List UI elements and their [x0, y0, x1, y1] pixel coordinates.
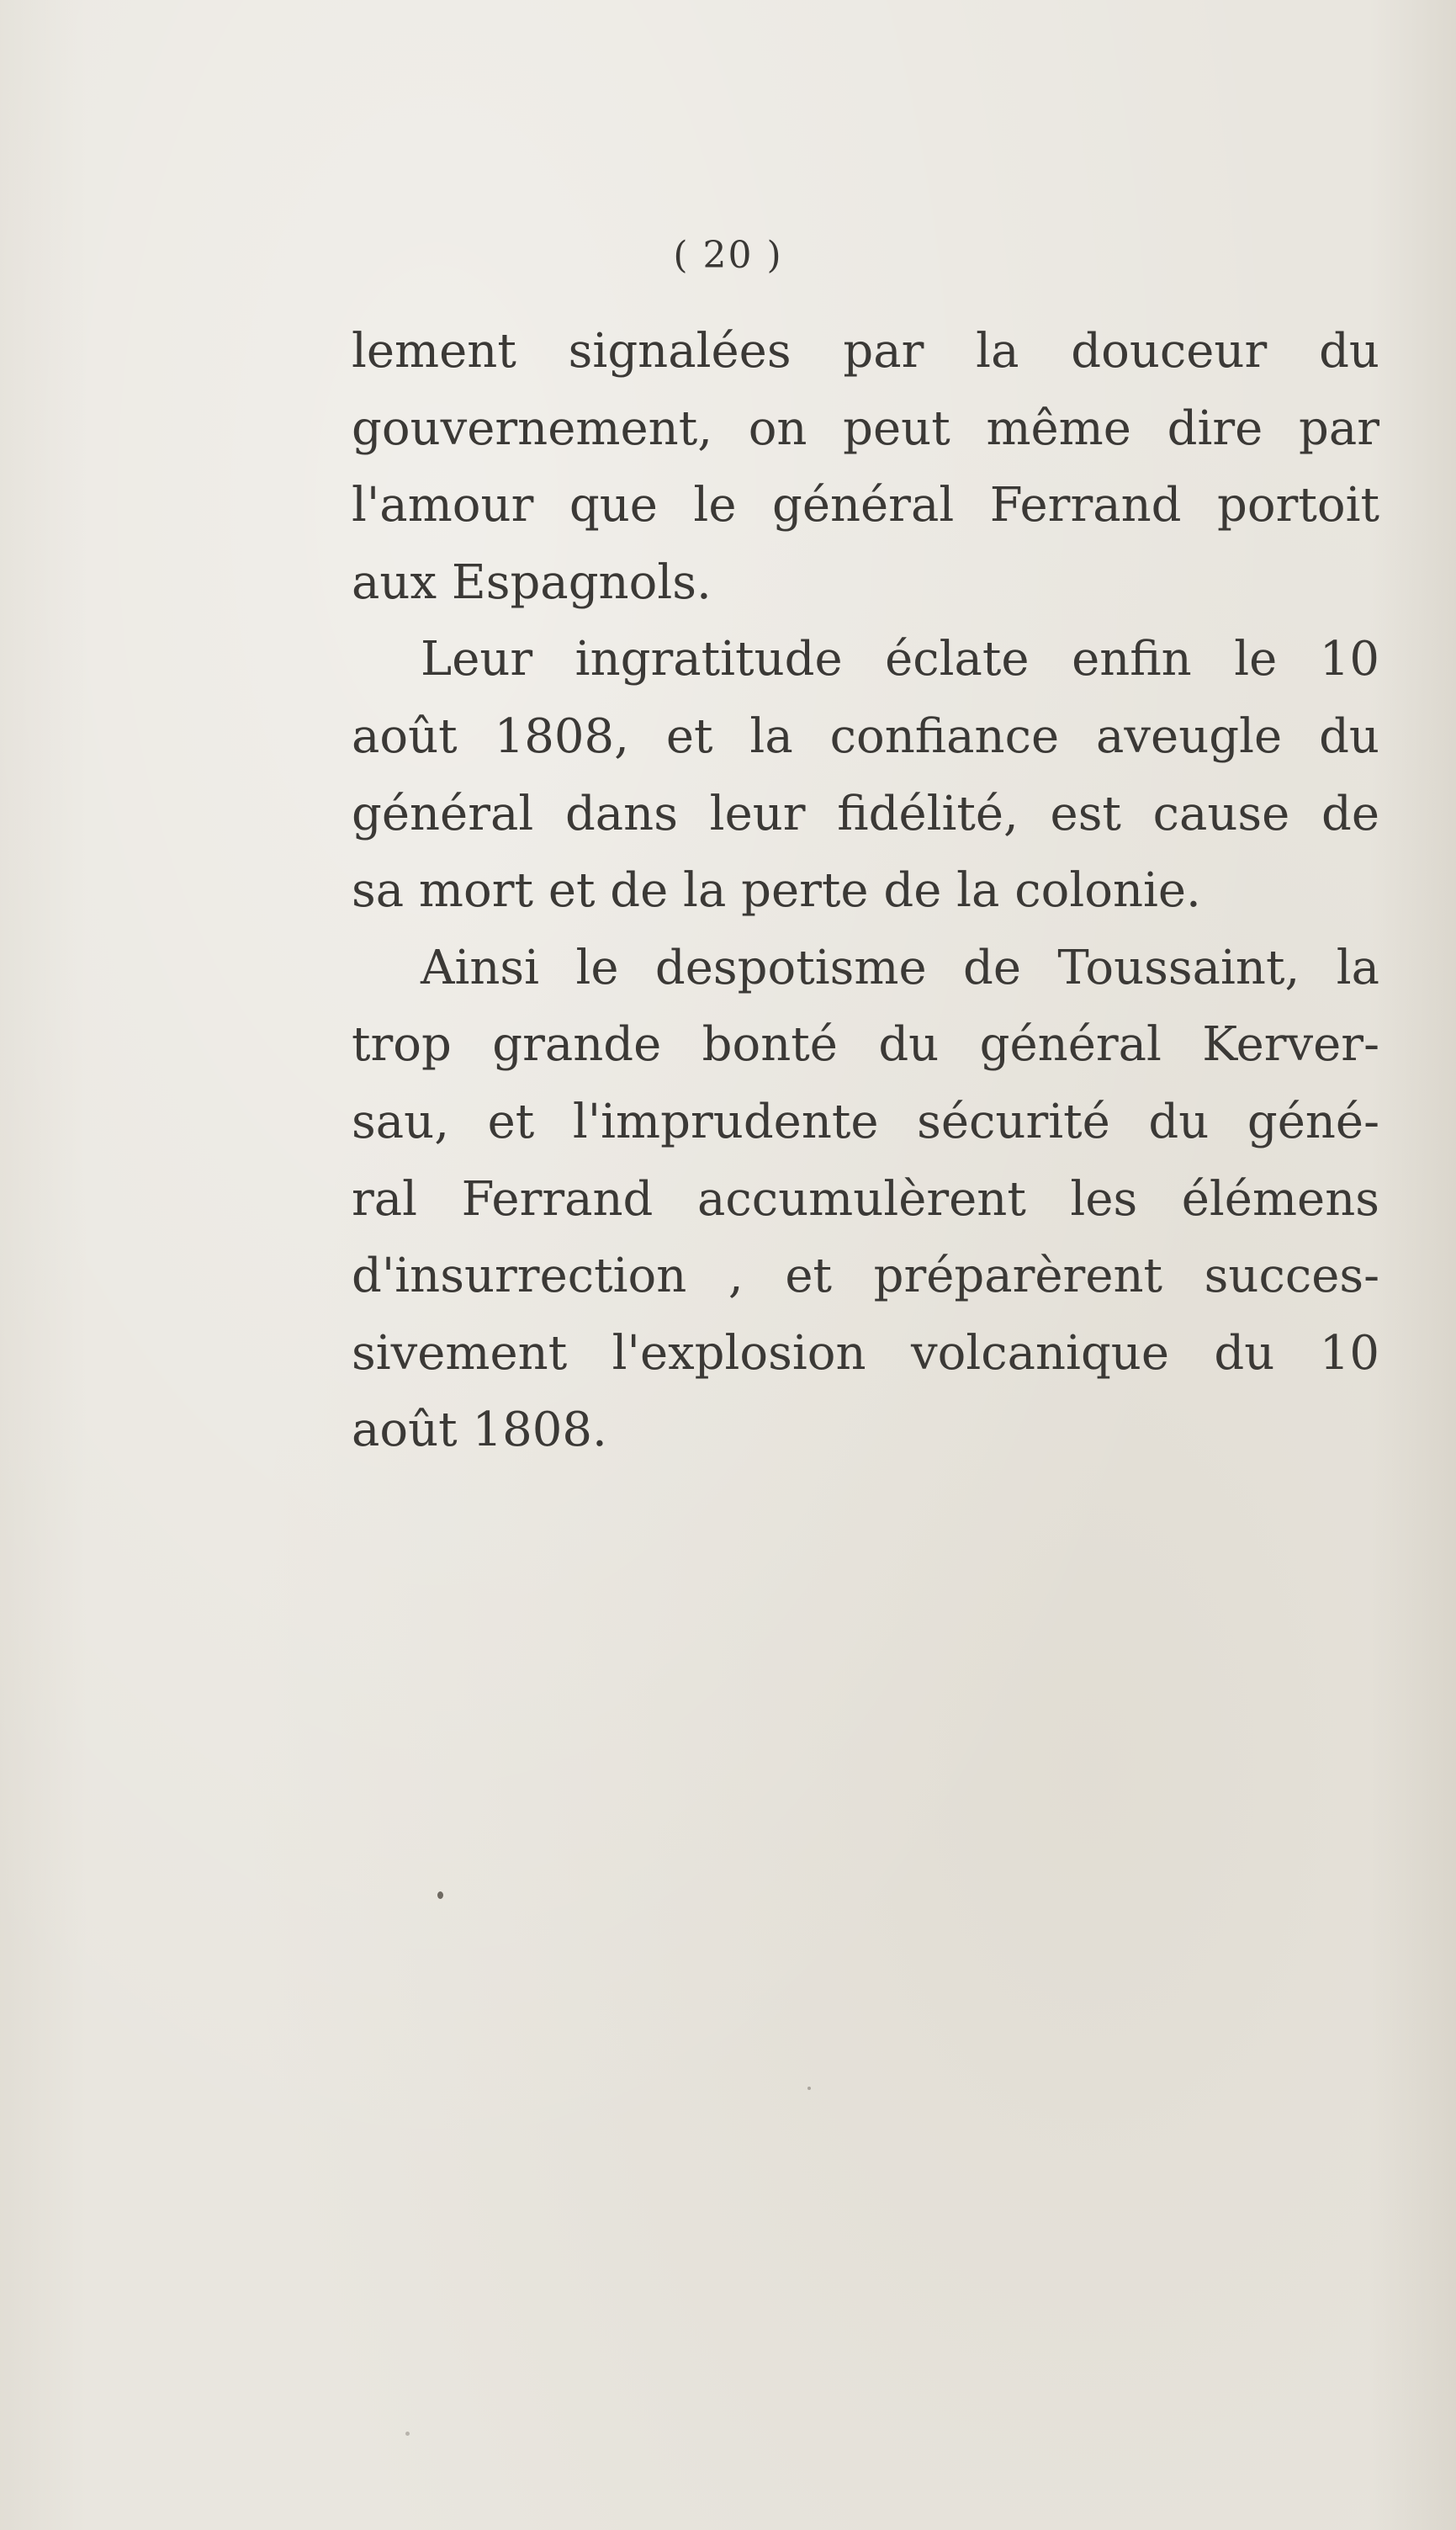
body-text — [352, 313, 1379, 1469]
text-line: trop grande bonté du général Kerver- — [352, 1017, 1379, 1073]
text-line: lement signalées par la douceur du — [352, 324, 1379, 379]
page-number: ( 20 ) — [673, 234, 783, 277]
text-line: sa mort et de la perte de la colonie. — [352, 863, 1201, 919]
text-line: ral Ferrand accumulèrent les élémens — [352, 1171, 1379, 1227]
text-line: sau, et l'imprudente sécurité du géné- — [352, 1094, 1379, 1149]
text-line: l'amour que le général Ferrand portoit — [352, 478, 1379, 533]
text-line: août 1808. — [352, 1403, 607, 1458]
text-line: aux Espagnols. — [352, 554, 712, 610]
text-line: Ainsi le despotisme de Toussaint, la — [421, 940, 1379, 995]
paper-speck — [807, 2087, 811, 2090]
text-line: général dans leur fidélité, est cause de — [352, 786, 1379, 841]
paper-speck — [405, 2432, 410, 2436]
text-line: gouvernement, on peut même dire par — [352, 400, 1379, 456]
text-line: août 1808, et la confiance aveugle du — [352, 708, 1379, 764]
text-line: sivement l'explosion volcanique du 10 — [352, 1325, 1379, 1381]
paper-speck — [437, 1891, 443, 1899]
text-line: d'insurrection , et préparèrent succes- — [352, 1249, 1379, 1304]
text-line: Leur ingratitude éclate enfin le 10 — [421, 632, 1379, 687]
